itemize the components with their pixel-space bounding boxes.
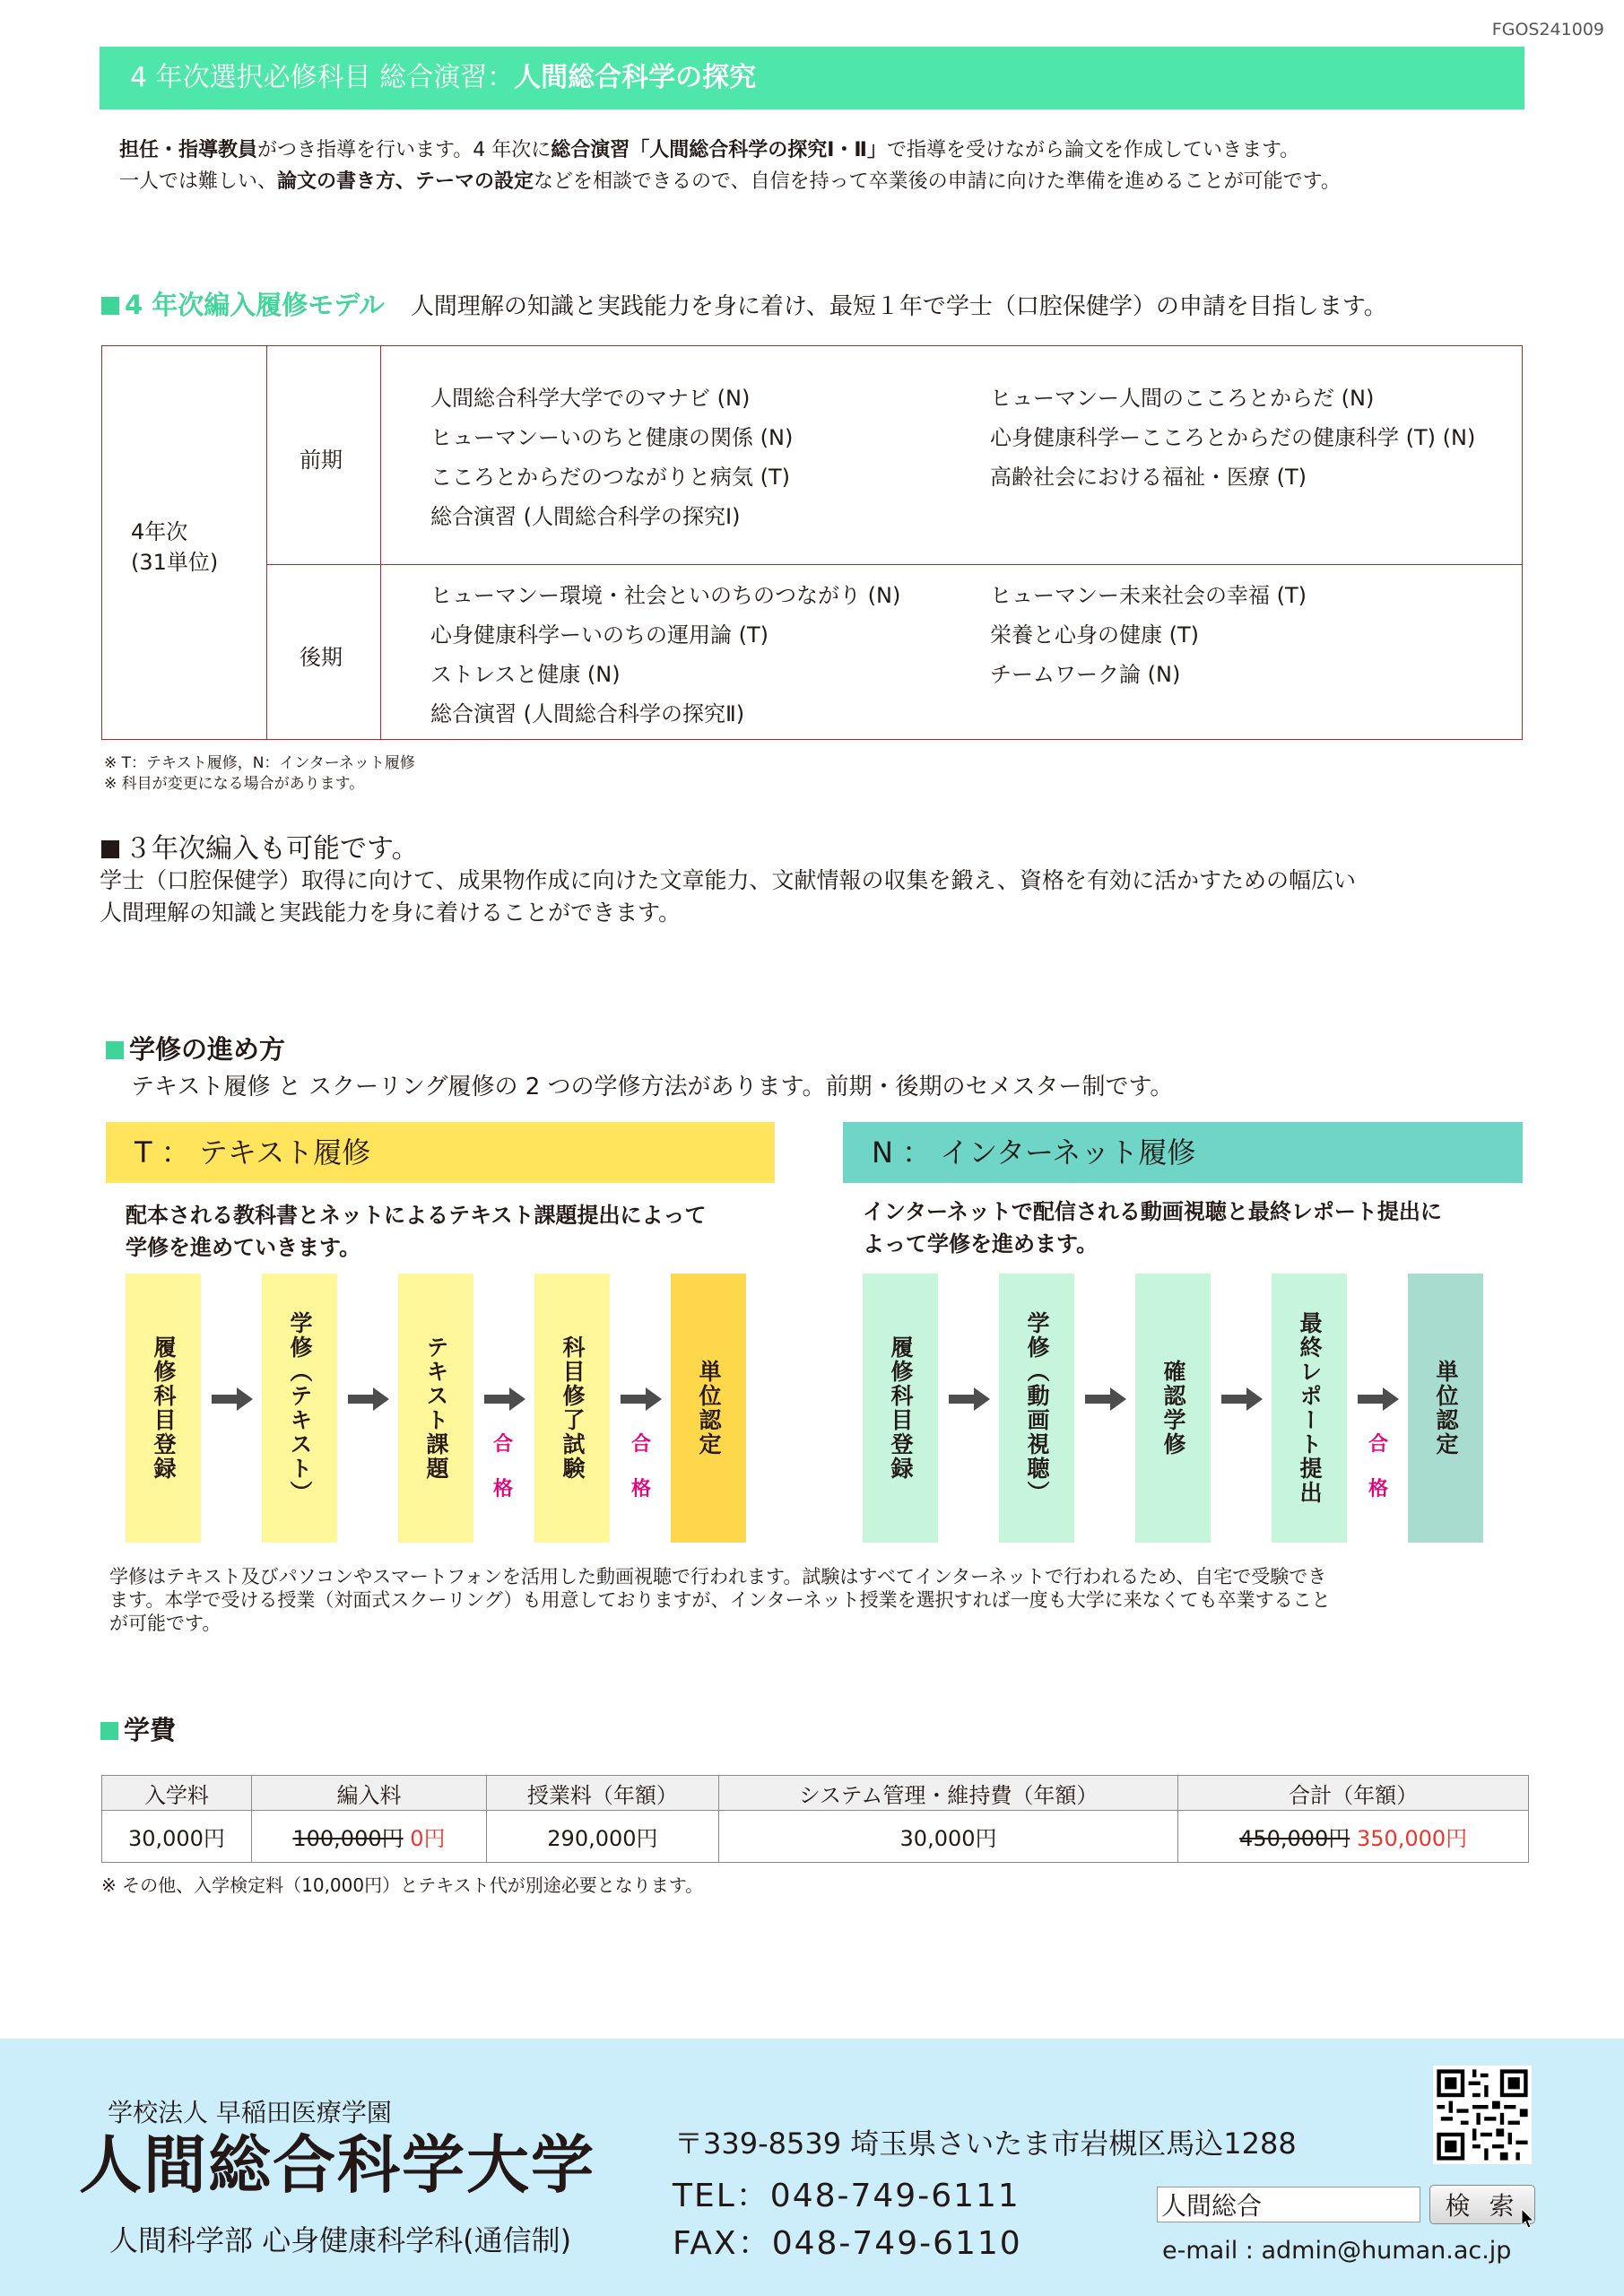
pass-char: 格 <box>1368 1478 1388 1500</box>
study-note-line: ます。本学で受ける授業（対面式スクーリング）も用意しておりますが、インターネット授業を選択すれば一度も大学に来なくても卒業すること <box>109 1589 1331 1611</box>
pass-label <box>490 1422 517 1512</box>
n-step-study: 学修︵動画視聴︶ <box>999 1274 1074 1543</box>
n-step-credit: 単位認定 <box>1408 1274 1483 1543</box>
table-divider <box>266 346 267 739</box>
course-item: 心身健康科学ーいのちの運用論 (T) <box>430 622 769 648</box>
fee-header: 入学料 <box>102 1776 252 1811</box>
course-item: 高齢社会における福祉・医療 (T) <box>990 465 1307 490</box>
pass-label <box>628 1422 655 1512</box>
fee-header: 授業料（年額） <box>487 1776 719 1811</box>
pass-char: 格 <box>492 1478 513 1500</box>
entrance-fee: 30,000円 <box>102 1811 252 1863</box>
fees-value-row <box>102 1811 1529 1863</box>
t-step-registration: 履修科目登録 <box>126 1274 201 1543</box>
search-button[interactable]: 検 索 <box>1429 2185 1535 2224</box>
footer-fax: FAX：048-749-6110 <box>673 2225 1022 2262</box>
model-table <box>101 345 1523 740</box>
third-year-line: 学士（口腔保健学）取得に向けて、成果物作成に向けた文章能力、文献情報の収集を鍛え、資格を有効に活かすための幅広い <box>100 867 1357 893</box>
study-note <box>109 1565 1535 1635</box>
third-year-line: 人間理解の知識と実践能力を身に着けることができます。 <box>100 900 682 926</box>
course-item: 総合演習 (人間総合科学の探究Ⅱ) <box>430 701 745 726</box>
intro-paragraph <box>119 135 1536 197</box>
footer-corporation: 学校法人 早稲田医療学園 <box>108 2098 392 2127</box>
square-bullet-icon <box>101 297 119 315</box>
model-heading <box>101 285 1387 322</box>
intro-bold-3: 論文の書き方、テーマの設定 <box>277 170 534 193</box>
total-fee-old: 450,000円 <box>1239 1826 1350 1851</box>
intro-bold-2: 総合演習「人間総合科学の探究Ⅰ・Ⅱ」 <box>551 139 887 161</box>
model-notes <box>104 753 415 795</box>
course-item: ヒューマンーいのちと健康の関係 (N) <box>430 425 794 450</box>
arrow-right-icon <box>482 1386 527 1413</box>
t-step-credit: 単位認定 <box>671 1274 746 1543</box>
intro-bold-1: 担任・指導教員 <box>119 139 258 161</box>
arrow-right-icon <box>210 1386 255 1413</box>
fee-header: 合計（年額） <box>1178 1776 1529 1811</box>
pass-char: 合 <box>492 1433 513 1456</box>
model-note: ※ T：テキスト履修，N：インターネット履修 <box>104 754 415 772</box>
course-item: 人間総合科学大学でのマナビ (N) <box>430 386 751 411</box>
fees-header-row <box>102 1776 1529 1811</box>
footer-address: 〒339-8539 埼玉県さいたま市岩槻区馬込1288 <box>674 2126 1297 2161</box>
t-step-assignment: テキスト課題 <box>398 1274 473 1543</box>
year-label: 4年次 <box>131 519 188 544</box>
course-item: ストレスと健康 (N) <box>430 662 621 687</box>
system-fee: 30,000円 <box>718 1811 1177 1863</box>
internet-method-desc <box>863 1196 1442 1260</box>
arrow-right-icon <box>1083 1386 1128 1413</box>
transfer-fee-old: 100,000円 <box>292 1826 404 1851</box>
transfer-fee-new: 0円 <box>410 1826 446 1851</box>
fees-table <box>101 1775 1529 1863</box>
internet-method-desc-line: よって学修を進めます。 <box>863 1231 1099 1257</box>
arrow-right-icon <box>947 1386 992 1413</box>
footer-department: 人間科学部 心身健康科学科(通信制) <box>109 2223 572 2257</box>
total-fee-cell <box>1178 1811 1529 1863</box>
footer-email: e-mail : admin@human.ac.jp <box>1162 2237 1512 2265</box>
pass-char: 合 <box>1368 1433 1388 1456</box>
square-bullet-icon <box>100 1722 118 1740</box>
course-item: 心身健康科学ーこころとからだの健康科学 (T) (N) <box>990 425 1476 450</box>
intro-text-3: 一人では難しい、 <box>119 170 278 193</box>
internet-method-desc-line: インターネットで配信される動画視聴と最終レポート提出に <box>863 1199 1442 1224</box>
model-description: 人間理解の知識と実践能力を身に着け、最短１年で学士（口腔保健学）の申請を目指します。 <box>410 293 1387 320</box>
third-year-heading <box>101 826 419 865</box>
course-item: 総合演習 (人間総合科学の探究Ⅰ) <box>430 504 741 529</box>
document-code: FGOS241009 <box>1491 20 1604 39</box>
table-divider <box>266 564 1522 565</box>
fee-header: 編入料 <box>251 1776 486 1811</box>
study-note-line: が可能です。 <box>109 1613 221 1634</box>
fee-header: システム管理・維持費（年額） <box>718 1776 1177 1811</box>
pass-char: 格 <box>630 1478 651 1500</box>
course-item: こころとからだのつながりと病気 (T) <box>430 465 791 490</box>
term1-label: 前期 <box>300 448 343 473</box>
header-prefix: 4 年次選択必修科目 総合演習： <box>130 62 515 93</box>
square-bullet-icon <box>101 840 119 858</box>
n-step-report: 最終レポート提出 <box>1272 1274 1347 1543</box>
pass-char: 合 <box>630 1433 651 1456</box>
arrow-right-icon <box>1356 1386 1401 1413</box>
fees-title: 学費 <box>124 1715 177 1745</box>
study-title: 学修の進め方 <box>129 1034 286 1065</box>
intro-text-1: がつき指導を行います。4 年次に <box>257 139 551 161</box>
text-method-desc-line: 学修を進めていきます。 <box>126 1235 361 1260</box>
course-item: ヒューマンー環境・社会といのちのつながり (N) <box>430 583 901 608</box>
t-step-study: 学修︵テキスト︶ <box>262 1274 337 1543</box>
third-year-text <box>100 865 1534 929</box>
term2-left-courses <box>430 576 900 734</box>
term1-right-courses <box>990 378 1475 497</box>
tuition-fee: 290,000円 <box>487 1811 719 1863</box>
term2-label: 後期 <box>300 645 343 670</box>
footer-university-name: 人間総合科学大学 <box>79 2128 595 2202</box>
text-method-banner: T ： テキスト履修 <box>106 1122 775 1183</box>
model-title-wrap <box>101 290 385 320</box>
study-note-line: 学修はテキスト及びパソコンやスマートフォンを活用した動画視聴で行われます。試験はすべてインターネットで行われるため、自宅で受験でき <box>109 1566 1327 1587</box>
transfer-fee-cell <box>251 1811 486 1863</box>
fees-heading <box>100 1710 176 1747</box>
fees-note: ※ その他、入学検定料（10,000円）とテキスト代が別途必要となります。 <box>101 1874 704 1896</box>
search-input[interactable] <box>1157 2187 1420 2222</box>
third-year-title: ３年次編入も可能です。 <box>125 833 419 865</box>
course-item: 栄養と心身の健康 (T) <box>990 622 1200 648</box>
intro-text-2: で指導を受けながら論文を作成していきます。 <box>886 139 1300 161</box>
square-bullet-icon <box>106 1041 124 1059</box>
n-step-check: 確認学修 <box>1135 1274 1211 1543</box>
n-step-registration: 履修科目登録 <box>863 1274 938 1543</box>
study-description: テキスト履修 と スクーリング履修の 2 つの学修方法があります。前期・後期のセメスター制です。 <box>131 1074 1174 1100</box>
intro-text-4: などを相談できるので、自信を持って卒業後の申請に向けた準備を進めることが可能です。 <box>534 170 1341 193</box>
course-item: ヒューマンー人間のこころとからだ (N) <box>990 386 1375 411</box>
arrow-right-icon <box>619 1386 664 1413</box>
study-heading <box>106 1030 285 1066</box>
qr-code-icon[interactable] <box>1433 2066 1532 2164</box>
model-title: 4 年次編入履修モデル <box>125 290 385 320</box>
term2-right-courses <box>990 576 1307 694</box>
course-item: チームワーク論 (N) <box>990 662 1181 687</box>
model-note: ※ 科目が変更になる場合があります。 <box>104 775 365 793</box>
pass-label <box>1365 1422 1392 1512</box>
arrow-right-icon <box>346 1386 391 1413</box>
t-step-exam: 科目修了試験 <box>534 1274 610 1543</box>
total-fee-new: 350,000円 <box>1356 1826 1468 1851</box>
header-banner <box>100 47 1524 109</box>
table-divider <box>380 346 381 739</box>
term1-left-courses <box>430 378 793 536</box>
year-units: (31単位) <box>131 550 219 575</box>
course-item: ヒューマンー未来社会の幸福 (T) <box>990 583 1307 608</box>
header-highlight: 人間総合科学の探究 <box>514 62 757 93</box>
cursor-arrow-icon <box>1521 2208 1535 2230</box>
footer-tel: TEL：048-749-6111 <box>673 2178 1020 2214</box>
text-method-desc <box>126 1199 707 1264</box>
text-method-desc-line: 配本される教科書とネットによるテキスト課題提出によって <box>126 1203 707 1228</box>
internet-method-banner: N ： インターネット履修 <box>843 1122 1523 1183</box>
arrow-right-icon <box>1220 1386 1264 1413</box>
year-cell <box>131 517 218 578</box>
